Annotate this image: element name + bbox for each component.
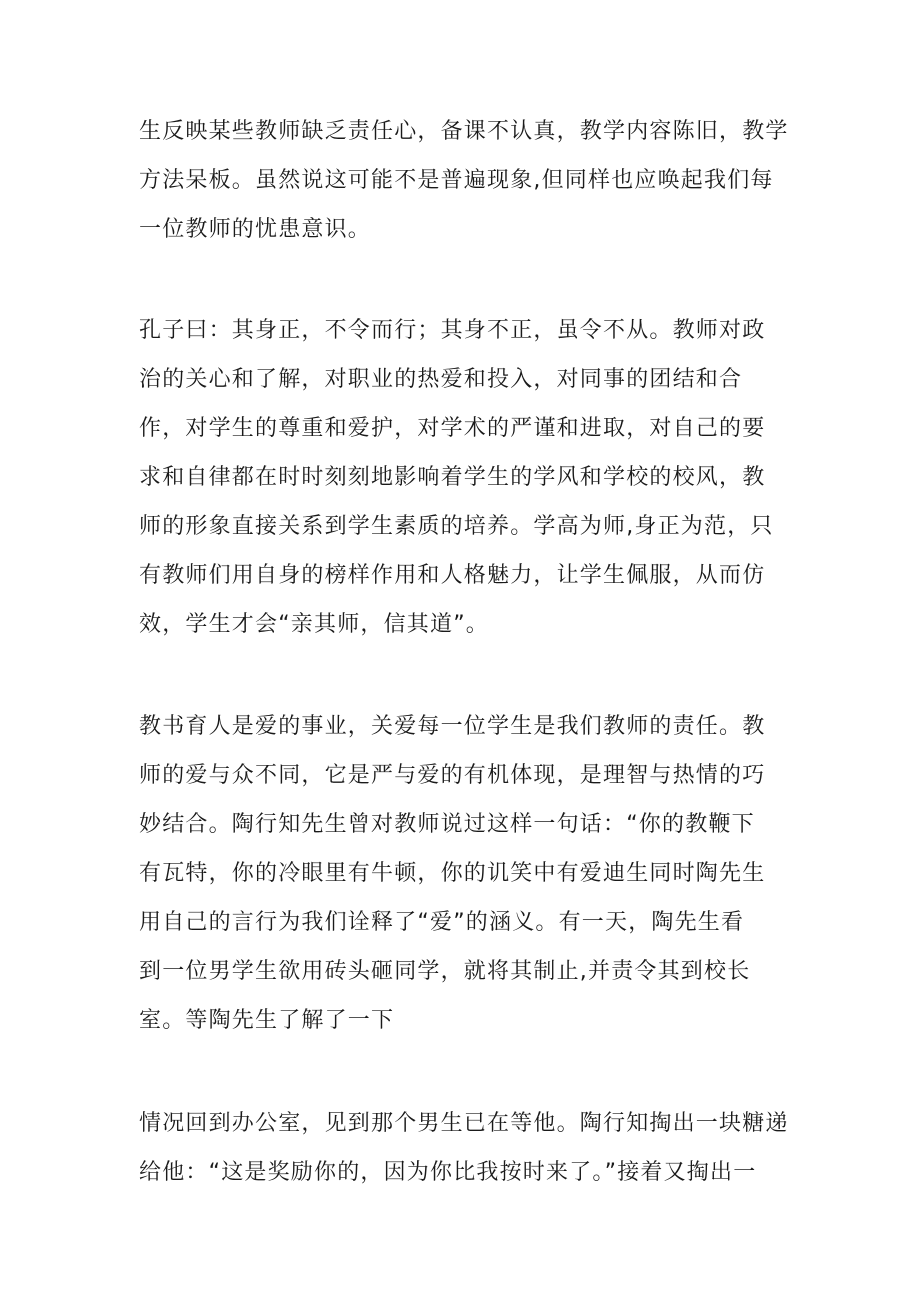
text-line: 教书育人是爱的事业，关爱每一位学生是我们教师的责任。教 bbox=[139, 714, 766, 739]
text-line: 到一位男学生欲用砖头砸同学，就将其制止,并责令其到校长 bbox=[139, 959, 751, 984]
text-line: 生反映某些教师缺乏责任心，备课不认真，教学内容陈旧，教学 bbox=[139, 119, 789, 144]
paragraph-1 bbox=[139, 107, 799, 254]
text-line: 治的关心和了解，对职业的热爱和投入，对同事的团结和合 bbox=[139, 367, 743, 392]
text-line: 情况回到办公室，见到那个男生已在等他。陶行知掏出一块糖递 bbox=[139, 1111, 789, 1136]
text-line: 效，学生才会“亲其师，信其道”。 bbox=[139, 612, 489, 637]
text-line: 孔子曰：其身正，不令而行；其身不正，虽令不从。教师对政 bbox=[139, 318, 766, 343]
text-line: 求和自律都在时时刻刻地影响着学生的学风和学校的校风，教 bbox=[139, 465, 766, 490]
text-line: 有教师们用自身的榜样作用和人格魅力，让学生佩服，从而仿 bbox=[139, 563, 766, 588]
text-line: 用自己的言行为我们诠释了“爱”的涵义。有一天，陶先生看 bbox=[139, 910, 745, 935]
paragraph-3 bbox=[139, 702, 799, 1045]
text-line: 一位教师的忧患意识。 bbox=[139, 217, 372, 242]
paragraph-2 bbox=[139, 306, 799, 649]
text-line: 作，对学生的尊重和爱护，对学术的严谨和进取，对自己的要 bbox=[139, 416, 766, 441]
text-line: 师的形象直接关系到学生素质的培养。学高为师,身正为范，只 bbox=[139, 514, 774, 539]
paragraph-4 bbox=[139, 1099, 799, 1197]
text-line: 室。等陶先生了解了一下 bbox=[139, 1008, 395, 1033]
text-line: 师的爱与众不同，它是严与爱的有机体现，是理智与热情的巧 bbox=[139, 763, 766, 788]
text-line: 有瓦特，你的冷眼里有牛顿，你的讥笑中有爱迪生同时陶先生 bbox=[139, 861, 766, 886]
text-line: 给他：“这是奖励你的，因为你比我按时来了。”接着又掏出一 bbox=[139, 1160, 757, 1185]
text-line: 妙结合。陶行知先生曾对教师说过这样一句话：“你的教鞭下 bbox=[139, 812, 755, 837]
text-line: 方法呆板。虽然说这可能不是普遍现象,但同样也应唤起我们每 bbox=[139, 168, 774, 193]
